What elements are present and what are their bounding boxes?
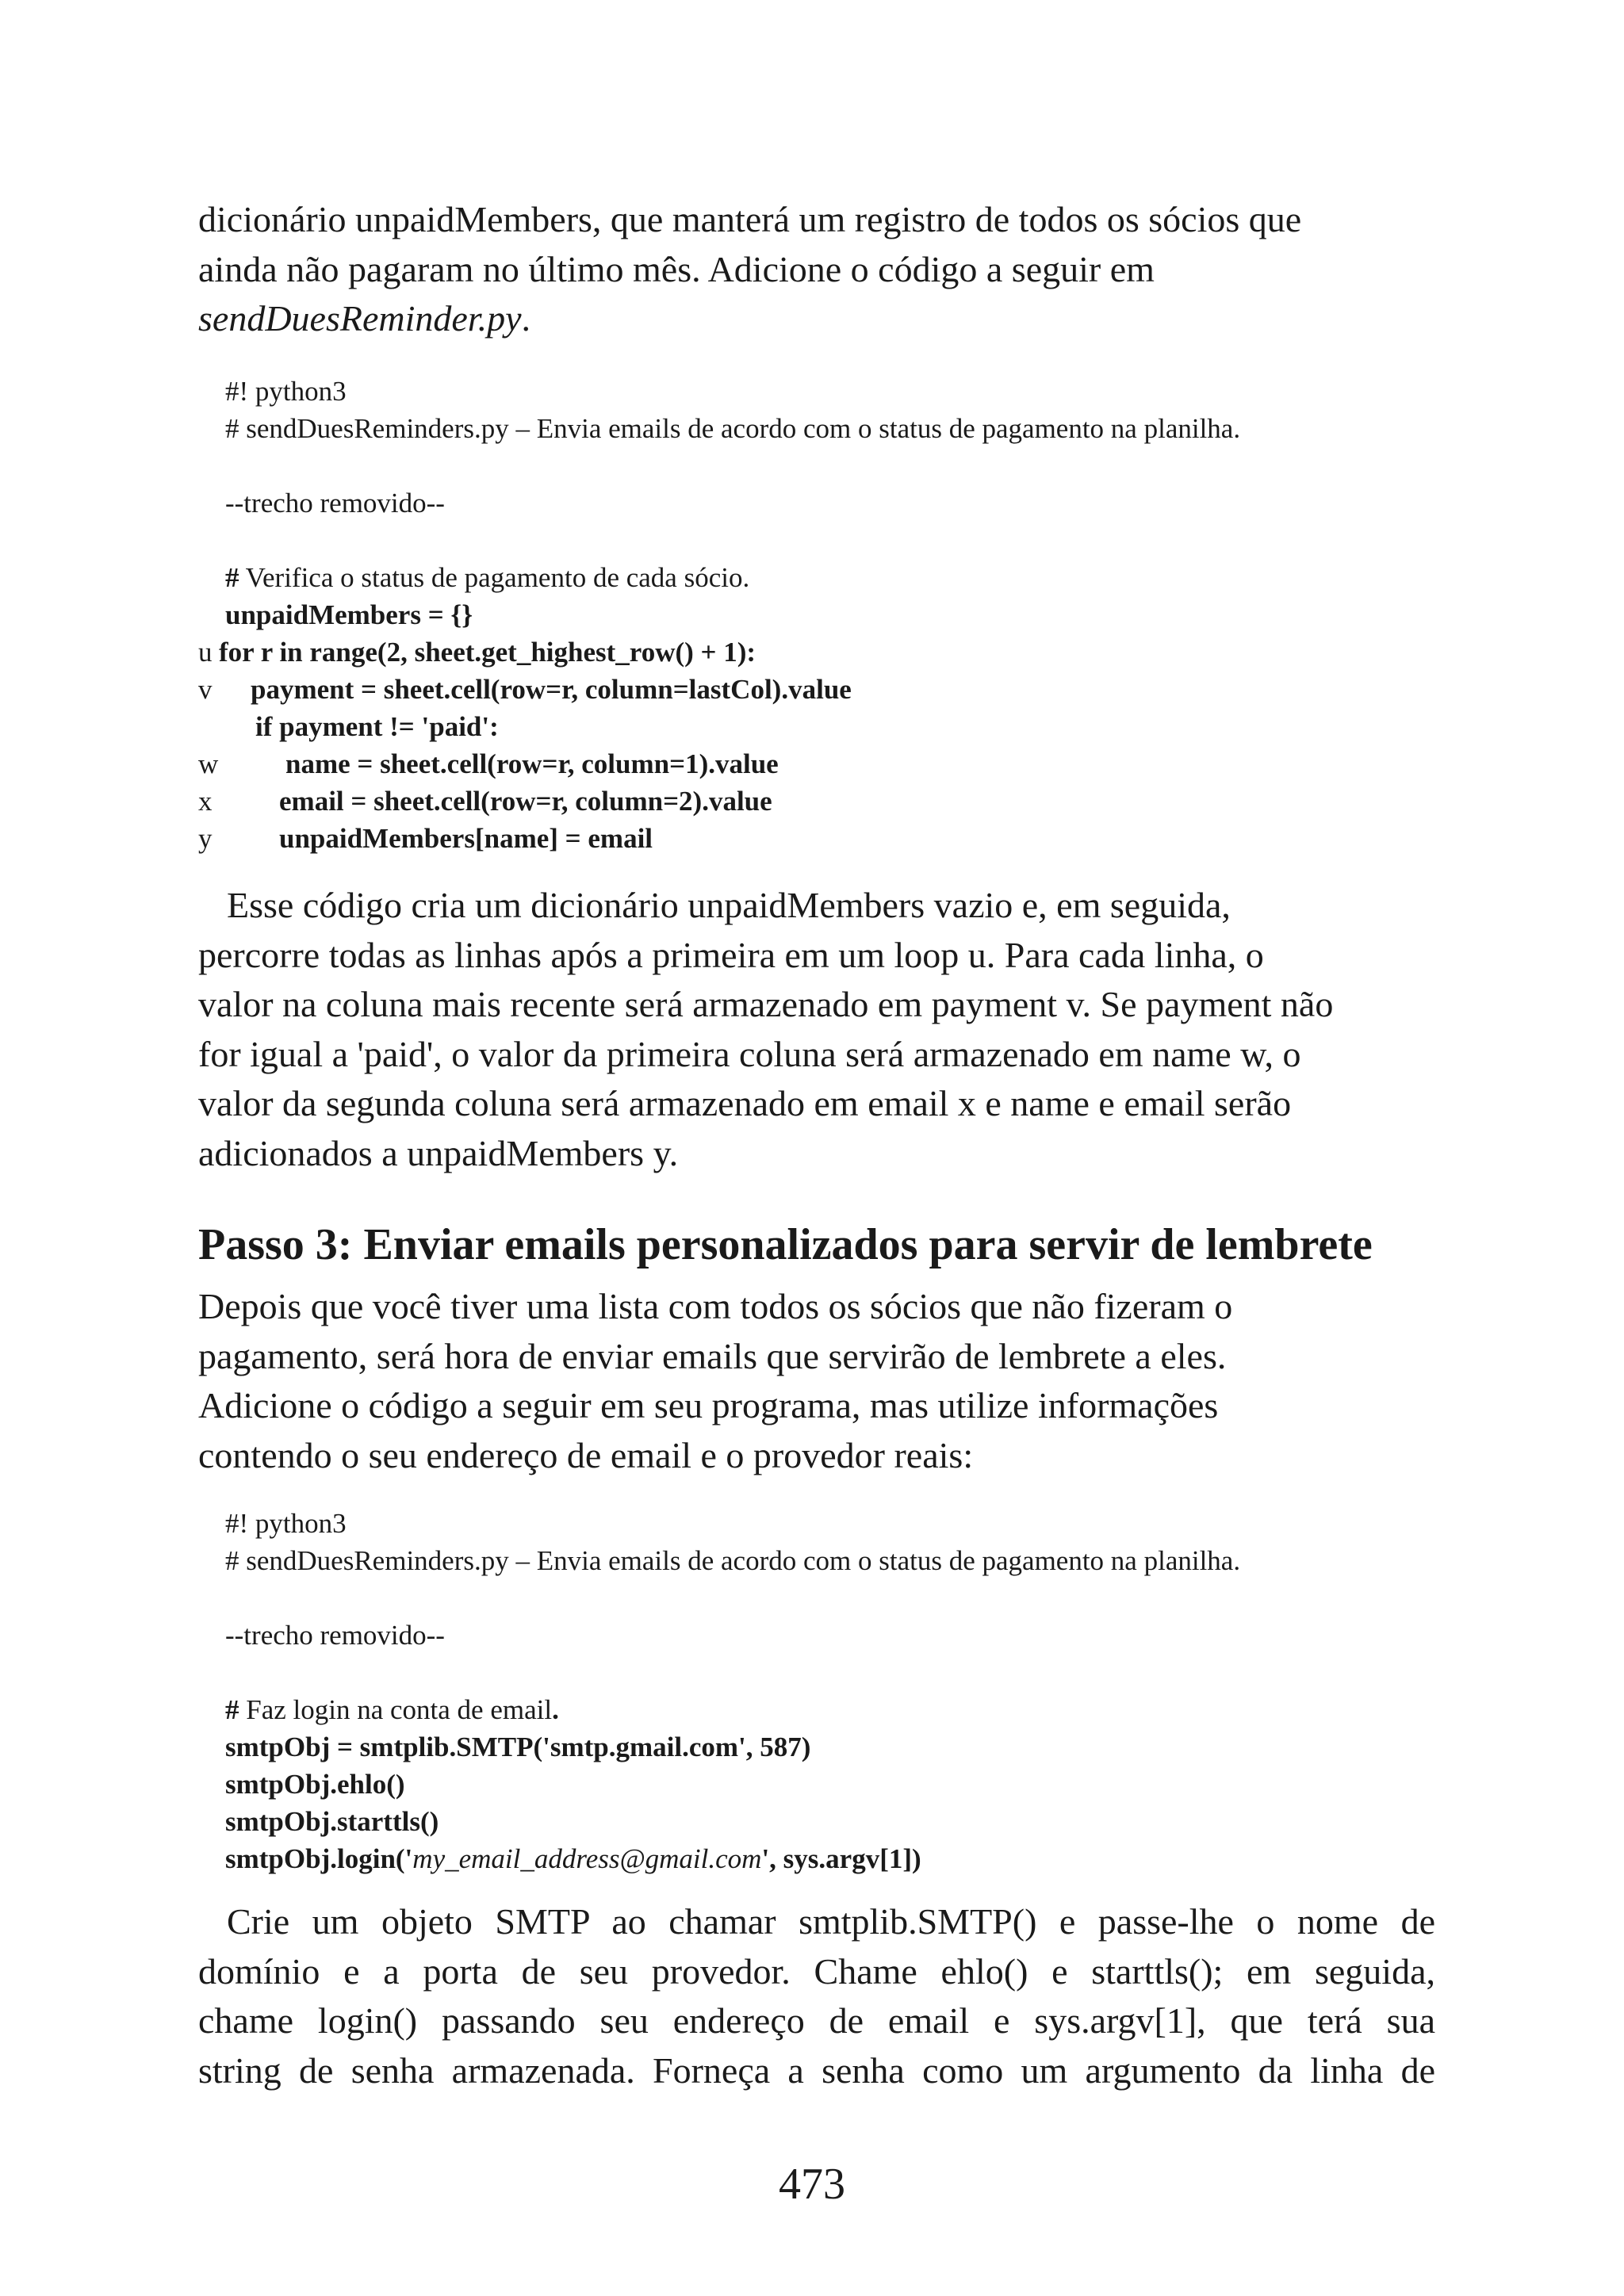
code-line: --trecho removido-- xyxy=(225,488,445,519)
explanation-paragraph xyxy=(198,881,1435,1178)
code-line: # Faz login na conta de email. xyxy=(225,1694,559,1725)
code-line-blank xyxy=(198,522,1435,559)
text-line: for igual a 'paid', o valor da primeira coluna será armazenado em name w, o xyxy=(198,1033,1301,1074)
code-line: smtpObj.ehlo() xyxy=(225,1769,405,1800)
code-line-blank xyxy=(198,1579,1435,1617)
code-line: # sendDuesReminders.py – Envia emails de acordo com o status de pagamento na planilha. xyxy=(225,1545,1241,1576)
code-line: unpaidMembers = {} xyxy=(225,599,473,630)
section-heading: Passo 3: Enviar emails personalizados para servir de lembrete xyxy=(198,1220,1373,1269)
step3-paragraph xyxy=(198,1282,1435,1480)
text-line: ainda não pagaram no último mês. Adicione o código a seguir em xyxy=(198,248,1155,289)
code-line-blank xyxy=(198,1654,1435,1691)
code-line: #! python3 xyxy=(225,1508,347,1539)
code-line: #! python3 xyxy=(225,376,347,407)
code-marker: w xyxy=(198,748,219,779)
code-line: # sendDuesReminders.py – Envia emails de acordo com o status de pagamento na planilha. xyxy=(225,413,1241,444)
page-number: 473 xyxy=(779,2160,845,2209)
text-line: contendo o seu endereço de email e o provedor reais: xyxy=(198,1434,974,1475)
text-line: adicionados a unpaidMembers y. xyxy=(198,1132,679,1173)
code-line: v payment = sheet.cell(row=r, column=lastCol).value xyxy=(198,671,1435,708)
code-marker: x xyxy=(198,786,213,817)
smtp-explanation-paragraph xyxy=(198,1897,1435,2095)
code-line: smtpObj.starttls() xyxy=(225,1806,439,1837)
intro-paragraph xyxy=(198,195,1435,344)
code-line: smtpObj.login('my_email_address@gmail.com', sys.argv[1]) xyxy=(225,1843,921,1874)
filename-italic: sendDuesReminder.py xyxy=(198,298,522,339)
text-line: chame login() passando seu endereço de email e sys.argv[1], que terá sua xyxy=(198,2000,1435,2041)
code-block-smtp-login xyxy=(198,1505,1435,1877)
code-line: --trecho removido-- xyxy=(225,1620,445,1651)
text-line: Esse código cria um dicionário unpaidMembers vazio e, em seguida, xyxy=(227,885,1231,925)
code-block-unpaid-members xyxy=(198,373,1435,857)
text-line: domínio e a porta de seu provedor. Chame ehlo() e starttls(); em seguida, xyxy=(198,1950,1435,1992)
text-line: valor da segunda coluna será armazenado em email x e name e email serão xyxy=(198,1083,1292,1123)
text-line: string de senha armazenada. Forneça a senha como um argumento da linha de xyxy=(198,2049,1435,2091)
code-line-blank xyxy=(198,447,1435,484)
text-line: valor na coluna mais recente será armazenado em payment v. Se payment não xyxy=(198,984,1334,1024)
text-line: pagamento, será hora de enviar emails que servirão de lembrete a eles. xyxy=(198,1335,1227,1376)
code-line: smtpObj = smtplib.SMTP('smtp.gmail.com', 587) xyxy=(225,1732,811,1762)
code-line: u for r in range(2, sheet.get_highest_row() + 1): xyxy=(198,633,1435,671)
code-line: # Verifica o status de pagamento de cada sócio. xyxy=(225,562,750,593)
text-line: Depois que você tiver uma lista com todos os sócios que não fizeram o xyxy=(198,1286,1233,1326)
code-marker: y xyxy=(198,823,213,854)
code-line: y unpaidMembers[name] = email xyxy=(198,820,1435,857)
text-line: sendDuesReminder.py. xyxy=(198,298,531,339)
code-line: w name = sheet.cell(row=r, column=1).value xyxy=(198,745,1435,783)
code-marker: u xyxy=(198,637,213,668)
code-line: x email = sheet.cell(row=r, column=2).value xyxy=(198,783,1435,820)
text-line: dicionário unpaidMembers, que manterá um registro de todos os sócios que xyxy=(198,199,1302,239)
email-placeholder-italic: my_email_address@gmail.com xyxy=(412,1843,762,1874)
text-line: percorre todas as linhas após a primeira em um loop u. Para cada linha, o xyxy=(198,934,1264,975)
code-marker: v xyxy=(198,674,213,705)
code-line: if payment != 'paid': xyxy=(255,711,499,742)
text-line: Adicione o código a seguir em seu programa, mas utilize informações xyxy=(198,1385,1219,1425)
text-line: Crie um objeto SMTP ao chamar smtplib.SMTP() e passe-lhe o nome de xyxy=(227,1901,1435,1942)
